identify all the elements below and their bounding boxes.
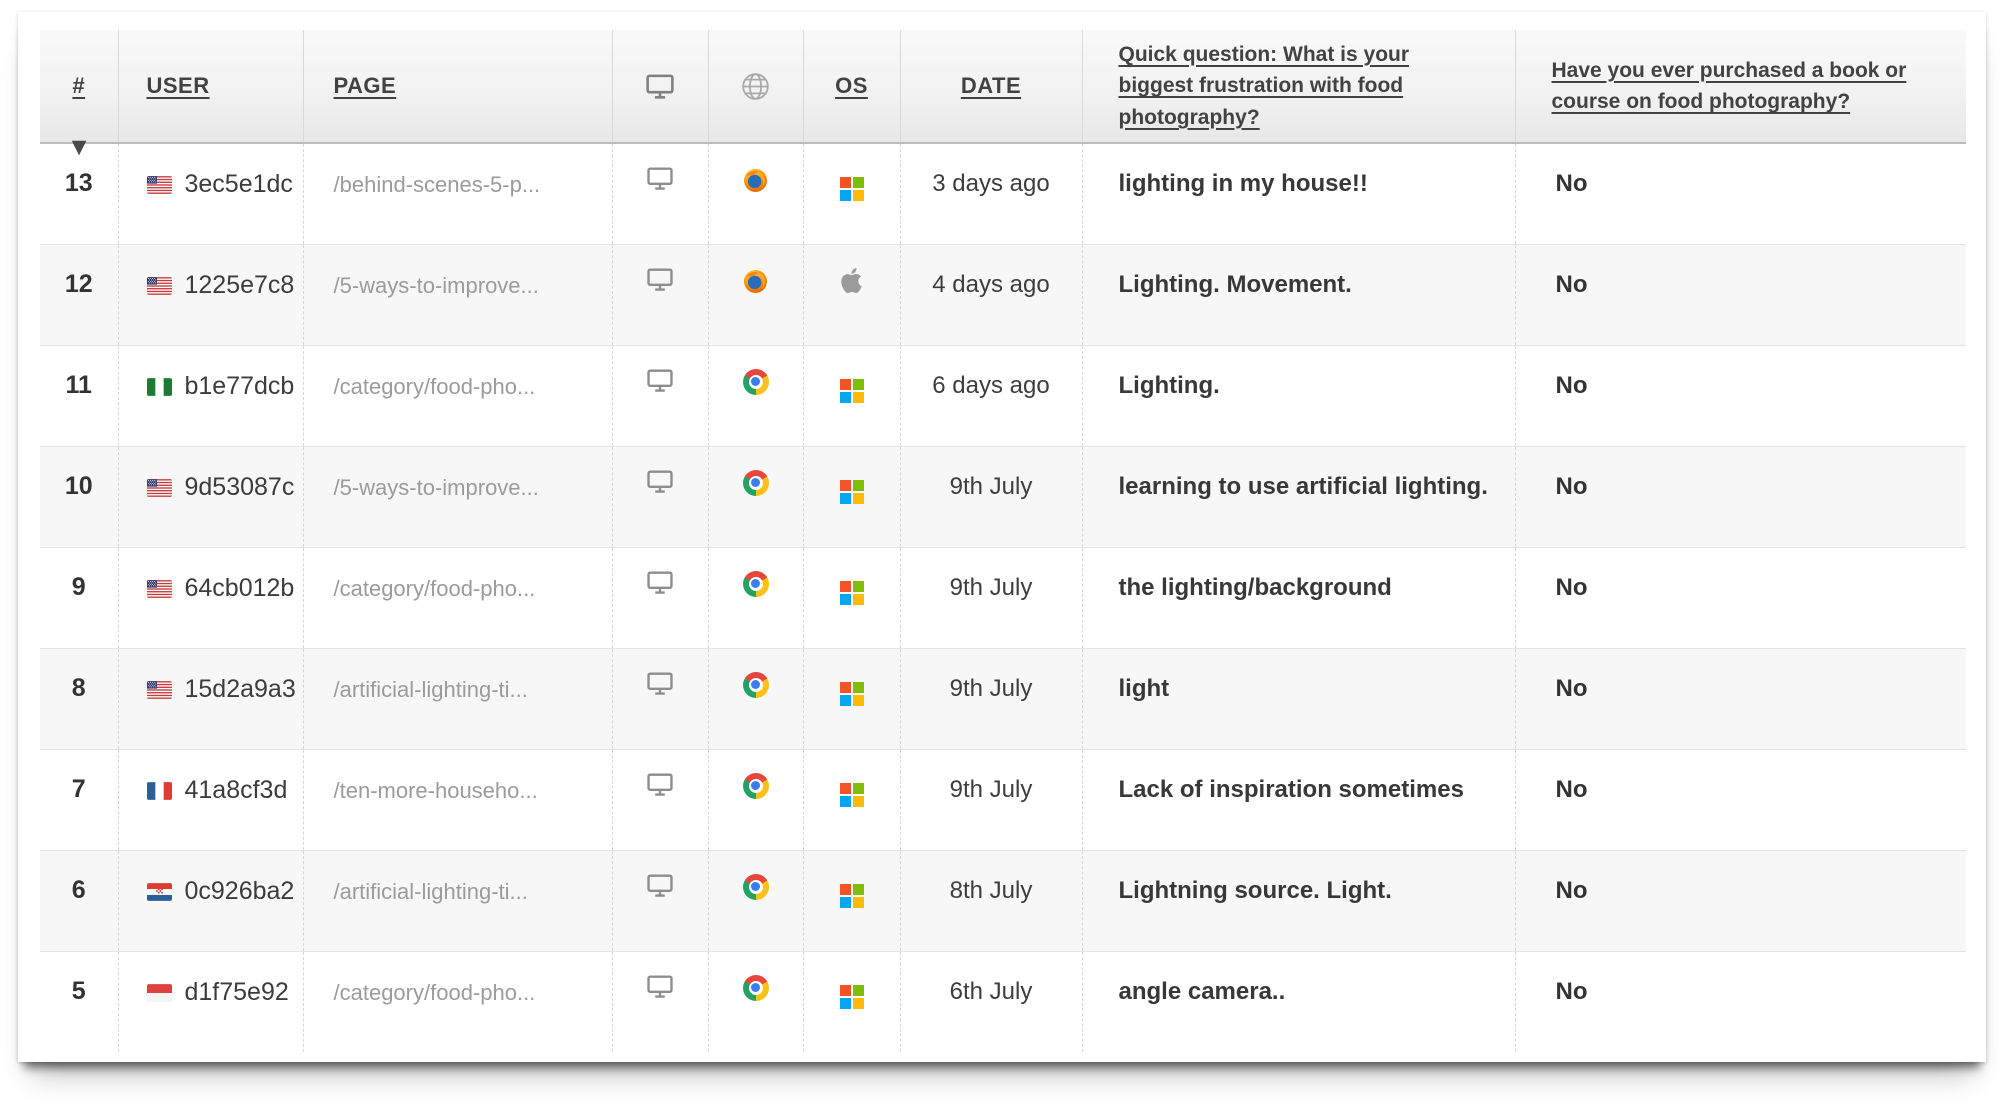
flag-us-icon bbox=[147, 176, 172, 194]
page-path: /ten-more-househo... bbox=[303, 749, 612, 850]
sort-date-link[interactable]: DATE bbox=[960, 73, 1022, 98]
windows-icon bbox=[840, 985, 864, 1009]
os-cell bbox=[803, 749, 900, 850]
table-row bbox=[40, 749, 1966, 850]
page-path: /artificial-lighting-ti... bbox=[303, 648, 612, 749]
date-cell: 9th July bbox=[900, 547, 1082, 648]
table-header bbox=[40, 30, 1966, 143]
page-path: /artificial-lighting-ti... bbox=[303, 850, 612, 951]
table-row bbox=[40, 446, 1966, 547]
os-cell bbox=[803, 850, 900, 951]
answer-question-1: Lighting. bbox=[1082, 345, 1515, 446]
flag-hr-icon bbox=[147, 883, 172, 901]
user-cell bbox=[118, 244, 303, 345]
device-cell bbox=[612, 951, 708, 1052]
chrome-icon bbox=[743, 571, 769, 597]
page-path: /5-ways-to-improve... bbox=[303, 244, 612, 345]
sort-user-link[interactable]: USER bbox=[146, 73, 210, 98]
windows-icon bbox=[840, 581, 864, 605]
table-row bbox=[40, 143, 1966, 244]
table-row bbox=[40, 648, 1966, 749]
chrome-icon bbox=[743, 369, 769, 395]
page-path: /category/food-pho... bbox=[303, 345, 612, 446]
responses-table-card bbox=[18, 12, 1986, 1062]
row-number: 10 bbox=[40, 446, 118, 547]
user-id: b1e77dcb bbox=[184, 371, 295, 400]
date-cell: 9th July bbox=[900, 446, 1082, 547]
os-cell bbox=[803, 547, 900, 648]
user-id: 0c926ba2 bbox=[184, 876, 295, 905]
device-cell bbox=[612, 648, 708, 749]
windows-icon bbox=[840, 682, 864, 706]
chrome-icon bbox=[743, 975, 769, 1001]
answer-question-1: Lack of inspiration sometimes bbox=[1082, 749, 1515, 850]
firefox-icon bbox=[742, 167, 769, 194]
column-header-browser bbox=[708, 30, 803, 143]
answer-question-2: No bbox=[1515, 850, 1966, 951]
column-header-number bbox=[40, 30, 118, 143]
answer-question-2: No bbox=[1515, 648, 1966, 749]
browser-cell bbox=[708, 648, 803, 749]
column-header-user bbox=[118, 30, 303, 143]
desktop-icon bbox=[623, 571, 698, 594]
user-id: 41a8cf3d bbox=[184, 775, 288, 804]
answer-question-2: No bbox=[1515, 749, 1966, 850]
browser-cell bbox=[708, 244, 803, 345]
page-path: /behind-scenes-5-p... bbox=[303, 143, 612, 244]
survey-responses-table bbox=[40, 30, 1966, 1052]
date-cell: 6th July bbox=[900, 951, 1082, 1052]
monitor-icon[interactable] bbox=[613, 74, 708, 99]
user-id: 9d53087c bbox=[184, 472, 295, 501]
user-cell bbox=[118, 446, 303, 547]
page-path: /category/food-pho... bbox=[303, 951, 612, 1052]
answer-question-2: No bbox=[1515, 446, 1966, 547]
device-cell bbox=[612, 244, 708, 345]
answer-question-2: No bbox=[1515, 345, 1966, 446]
row-number: 12 bbox=[40, 244, 118, 345]
browser-cell bbox=[708, 446, 803, 547]
answer-question-1: angle camera.. bbox=[1082, 951, 1515, 1052]
flag-ng-icon bbox=[147, 378, 172, 396]
page-path: /category/food-pho... bbox=[303, 547, 612, 648]
user-cell bbox=[118, 850, 303, 951]
browser-cell bbox=[708, 850, 803, 951]
desktop-icon bbox=[623, 975, 698, 998]
flag-us-icon bbox=[147, 681, 172, 699]
browser-cell bbox=[708, 143, 803, 244]
os-cell bbox=[803, 951, 900, 1052]
date-cell: 9th July bbox=[900, 648, 1082, 749]
desktop-icon bbox=[623, 470, 698, 493]
answer-question-2: No bbox=[1515, 244, 1966, 345]
table-row bbox=[40, 244, 1966, 345]
device-cell bbox=[612, 850, 708, 951]
windows-icon bbox=[840, 480, 864, 504]
user-id: 1225e7c8 bbox=[184, 270, 295, 299]
column-header-question-2 bbox=[1515, 30, 1966, 143]
windows-icon bbox=[840, 379, 864, 403]
table-row bbox=[40, 850, 1966, 951]
user-cell bbox=[118, 547, 303, 648]
sort-os-link[interactable]: OS bbox=[835, 73, 868, 98]
device-cell bbox=[612, 345, 708, 446]
user-cell bbox=[118, 951, 303, 1052]
windows-icon bbox=[840, 884, 864, 908]
answer-question-1: Lighting. Movement. bbox=[1082, 244, 1515, 345]
user-id: 15d2a9a3 bbox=[184, 674, 296, 703]
sort-page-link[interactable]: PAGE bbox=[333, 73, 397, 98]
browser-cell bbox=[708, 345, 803, 446]
flag-us-icon bbox=[147, 479, 172, 497]
globe-icon[interactable] bbox=[709, 72, 803, 101]
desktop-icon bbox=[623, 672, 698, 695]
flag-id-icon bbox=[147, 984, 172, 1002]
answer-question-2: No bbox=[1515, 143, 1966, 244]
column-header-os bbox=[803, 30, 900, 143]
browser-cell bbox=[708, 951, 803, 1052]
os-cell bbox=[803, 648, 900, 749]
browser-cell bbox=[708, 749, 803, 850]
column-header-page bbox=[303, 30, 612, 143]
device-cell bbox=[612, 446, 708, 547]
date-cell: 9th July bbox=[900, 749, 1082, 850]
flag-fr-icon bbox=[147, 782, 172, 800]
windows-icon bbox=[840, 783, 864, 807]
desktop-icon bbox=[623, 369, 698, 392]
sort-descending-icon: ▼ bbox=[71, 136, 87, 158]
date-cell: 6 days ago bbox=[900, 345, 1082, 446]
answer-question-1: lighting in my house!! bbox=[1082, 143, 1515, 244]
question-1-link[interactable]: Quick question: What is your biggest frustration with food photography? bbox=[1118, 42, 1410, 129]
sort-number-link[interactable]: # bbox=[72, 73, 86, 98]
table-body bbox=[40, 143, 1966, 1052]
chrome-icon bbox=[743, 773, 769, 799]
user-id: 3ec5e1dc bbox=[184, 170, 293, 198]
answer-question-2: No bbox=[1515, 547, 1966, 648]
device-cell bbox=[612, 547, 708, 648]
date-cell: 8th July bbox=[900, 850, 1082, 951]
row-number: 13 bbox=[40, 143, 118, 244]
date-cell: 3 days ago bbox=[900, 143, 1082, 244]
column-header-device bbox=[612, 30, 708, 143]
row-number: 11 bbox=[40, 345, 118, 446]
chrome-icon bbox=[743, 672, 769, 698]
question-2-link[interactable]: Have you ever purchased a book or course on food photography? bbox=[1551, 58, 1907, 113]
chrome-icon bbox=[743, 874, 769, 900]
user-cell bbox=[118, 648, 303, 749]
column-header-date bbox=[900, 30, 1082, 143]
user-cell bbox=[118, 143, 303, 244]
os-cell bbox=[803, 244, 900, 345]
column-header-question-1 bbox=[1082, 30, 1515, 143]
os-cell bbox=[803, 446, 900, 547]
table-row bbox=[40, 345, 1966, 446]
device-cell bbox=[612, 749, 708, 850]
desktop-icon bbox=[623, 874, 698, 897]
row-number: 6 bbox=[40, 850, 118, 951]
user-cell bbox=[118, 345, 303, 446]
desktop-icon bbox=[623, 167, 698, 190]
device-cell bbox=[612, 143, 708, 244]
os-cell bbox=[803, 143, 900, 244]
row-number: 5 bbox=[40, 951, 118, 1052]
browser-cell bbox=[708, 547, 803, 648]
flag-us-icon bbox=[147, 277, 172, 295]
desktop-icon bbox=[623, 773, 698, 796]
chrome-icon bbox=[743, 470, 769, 496]
user-id: d1f75e92 bbox=[184, 977, 289, 1006]
answer-question-2: No bbox=[1515, 951, 1966, 1052]
page-path: /5-ways-to-improve... bbox=[303, 446, 612, 547]
table-row bbox=[40, 951, 1966, 1052]
windows-icon bbox=[840, 177, 864, 201]
apple-icon bbox=[814, 268, 890, 293]
table-row bbox=[40, 547, 1966, 648]
desktop-icon bbox=[623, 268, 698, 291]
answer-question-1: the lighting/background bbox=[1082, 547, 1515, 648]
answer-question-1: Lightning source. Light. bbox=[1082, 850, 1515, 951]
answer-question-1: learning to use artificial lighting. bbox=[1082, 446, 1515, 547]
date-cell: 4 days ago bbox=[900, 244, 1082, 345]
user-cell bbox=[118, 749, 303, 850]
firefox-icon bbox=[742, 268, 769, 295]
row-number: 8 bbox=[40, 648, 118, 749]
row-number: 7 bbox=[40, 749, 118, 850]
flag-us-icon bbox=[147, 580, 172, 598]
answer-question-1: light bbox=[1082, 648, 1515, 749]
user-id: 64cb012b bbox=[184, 573, 295, 602]
row-number: 9 bbox=[40, 547, 118, 648]
os-cell bbox=[803, 345, 900, 446]
